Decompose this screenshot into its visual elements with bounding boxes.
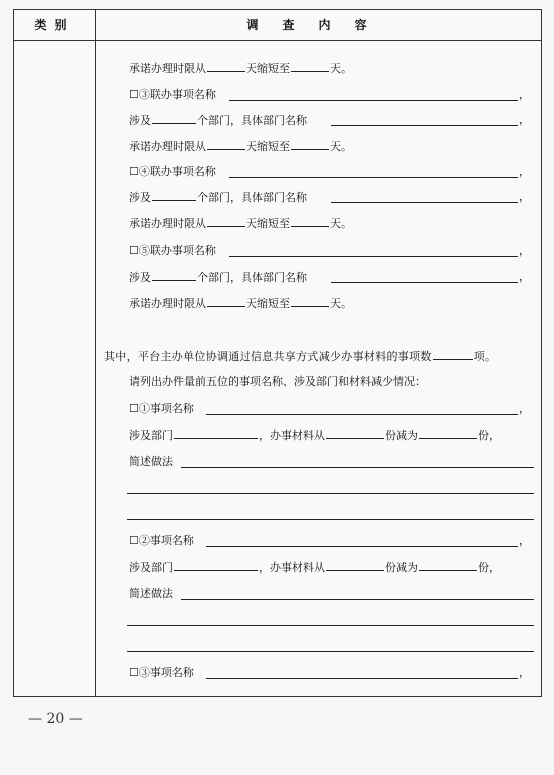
blank-field[interactable] [206, 678, 518, 679]
blank-field[interactable] [291, 296, 329, 307]
comma: ， [519, 88, 530, 101]
text: 项。 [473, 350, 497, 363]
comma: ， [519, 244, 530, 257]
blank-field[interactable] [331, 202, 518, 203]
text: 涉及 [129, 271, 151, 284]
text: 份， [478, 561, 500, 574]
blank-field[interactable] [181, 467, 534, 468]
text: ，办事材料从 [259, 429, 325, 442]
text: 涉及部门 [129, 561, 173, 574]
text: 天缩短至 [246, 297, 290, 310]
blank-field[interactable] [127, 493, 534, 494]
blank-field[interactable] [207, 61, 245, 72]
method-label: 简述做法 [129, 587, 173, 600]
text: 天缩短至 [246, 140, 290, 153]
header-content: 调查内容 [246, 18, 391, 32]
comma: ， [519, 270, 530, 283]
blank-field[interactable] [207, 296, 245, 307]
blank-field[interactable] [127, 519, 534, 520]
blank-field[interactable] [331, 125, 518, 126]
text: 承诺办理时限从 [129, 217, 206, 230]
blank-field[interactable] [433, 349, 473, 360]
blank-field[interactable] [181, 599, 534, 600]
comma: ， [519, 534, 530, 547]
text: 个部门，具体部门名称 [197, 191, 307, 204]
joint-item-4 [129, 165, 216, 179]
text: 天。 [330, 217, 352, 230]
blank-field[interactable] [207, 216, 245, 227]
materials-line [129, 560, 500, 575]
comma: ， [519, 666, 530, 679]
text[interactable]: ☐⑤联办事项名称 [129, 244, 216, 257]
instruction-line: 请列出办件量前五位的事项名称、涉及部门和材料减少情况： [129, 375, 426, 388]
text: 涉及 [129, 191, 151, 204]
blank-field[interactable] [206, 546, 518, 547]
departments-line [129, 190, 307, 205]
text: 天。 [330, 62, 352, 75]
item-2-name [129, 534, 194, 548]
table-header [14, 10, 541, 41]
blank-field[interactable] [326, 560, 384, 571]
text: 涉及 [129, 114, 151, 127]
text: 承诺办理时限从 [129, 140, 206, 153]
blank-field[interactable] [291, 139, 329, 150]
text: 天。 [330, 297, 352, 310]
text: 份减为 [385, 561, 418, 574]
text[interactable]: ☐④联办事项名称 [129, 165, 216, 178]
text[interactable]: ☐②事项名称 [129, 534, 194, 547]
column-divider [95, 10, 96, 696]
time-limit-line [129, 139, 352, 154]
blank-field[interactable] [174, 428, 258, 439]
text: 天。 [330, 140, 352, 153]
departments-line [129, 113, 307, 128]
item-1-name [129, 402, 194, 416]
blank-field[interactable] [152, 270, 196, 281]
blank-field[interactable] [331, 282, 518, 283]
info-sharing-line [104, 349, 496, 364]
text: 个部门，具体部门名称 [197, 271, 307, 284]
header-category: 类别 [34, 18, 75, 32]
blank-field[interactable] [419, 560, 477, 571]
comma: ， [519, 113, 530, 126]
page-number: — 20 — [28, 711, 83, 727]
item-3-name [129, 666, 194, 680]
blank-field[interactable] [291, 61, 329, 72]
blank-field[interactable] [152, 190, 196, 201]
text[interactable]: ☐③联办事项名称 [129, 88, 216, 101]
blank-field[interactable] [174, 560, 258, 571]
text: 涉及部门 [129, 429, 173, 442]
blank-field[interactable] [326, 428, 384, 439]
blank-field[interactable] [127, 651, 534, 652]
blank-field[interactable] [206, 414, 518, 415]
blank-field[interactable] [419, 428, 477, 439]
text: 个部门，具体部门名称 [197, 114, 307, 127]
time-limit-line [129, 216, 352, 231]
joint-item-5 [129, 244, 216, 258]
joint-item-3 [129, 88, 216, 102]
text[interactable]: ☐①事项名称 [129, 402, 194, 415]
departments-line [129, 270, 307, 285]
text: 天缩短至 [246, 62, 290, 75]
blank-field[interactable] [229, 100, 518, 101]
blank-field[interactable] [207, 139, 245, 150]
comma: ， [519, 402, 530, 415]
text: 其中，平台主办单位协调通过信息共享方式减少办事材料的事项数 [104, 350, 432, 363]
text: 份， [478, 429, 500, 442]
text: 承诺办理时限从 [129, 297, 206, 310]
text: 份减为 [385, 429, 418, 442]
comma: ， [519, 165, 530, 178]
comma: ， [519, 190, 530, 203]
blank-field[interactable] [229, 177, 518, 178]
method-label: 简述做法 [129, 455, 173, 468]
time-limit-line [129, 61, 352, 76]
text: 天缩短至 [246, 217, 290, 230]
blank-field[interactable] [229, 256, 518, 257]
blank-field[interactable] [291, 216, 329, 227]
blank-field[interactable] [152, 113, 196, 124]
materials-line [129, 428, 500, 443]
time-limit-line [129, 296, 352, 311]
text: 承诺办理时限从 [129, 62, 206, 75]
blank-field[interactable] [127, 625, 534, 626]
text: ，办事材料从 [259, 561, 325, 574]
text[interactable]: ☐③事项名称 [129, 666, 194, 679]
